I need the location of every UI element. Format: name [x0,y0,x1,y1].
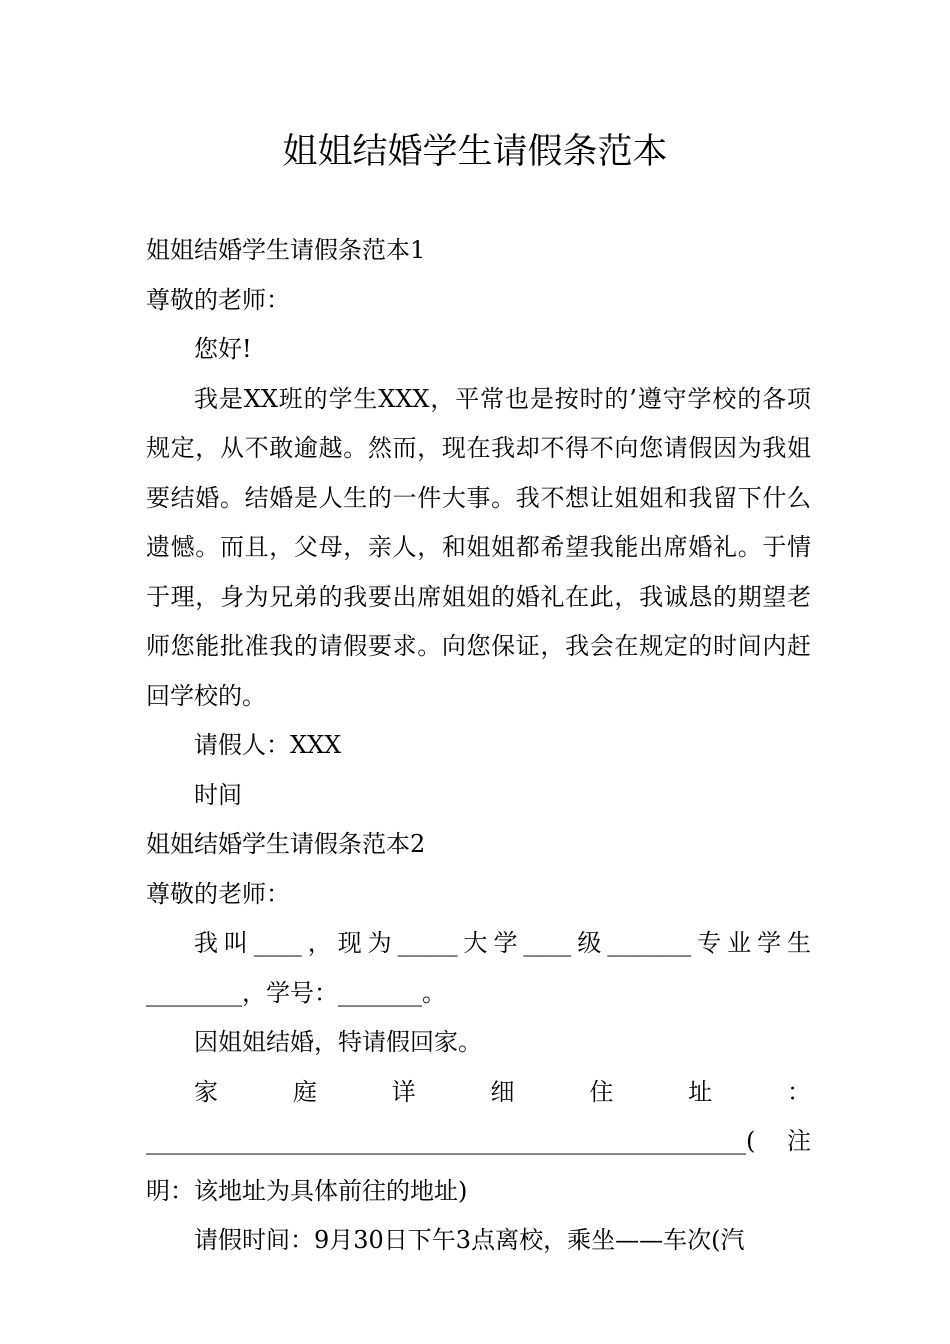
paragraph: 家庭详细住址：__________________________________________________(注明：该地址为具体前往的地址) [146,1077,811,1205]
document-body [146,226,811,1266]
paragraph: 我叫____，现为_____大学____级_______专业学生________，学号：_______。 [146,929,811,1007]
paragraph: 因姐姐结婚，特请假回家。 [194,1028,482,1056]
paragraph: 您好! [194,335,252,363]
document-title: 姐姐结婚学生请假条范本 [282,132,668,172]
paragraph: 尊敬的老师： [146,879,290,908]
paragraph: 我是XX班的学生XXX，平常也是按时的’遵守学校的各项规定，从不敢逾越。然而，现在我却不得不向您请假因为我姐要结婚。结婚是人生的一件大事。我不想让姐姐和我留下什么遗憾。而且，父母，亲人，和姐姐都希望我能出席婚礼。于情于理，身为兄弟的我要出席姐姐的婚礼在此，我诚恳的期望老师您能批准我的请假要求。向您保证，我会在规定的时间内赶回学校的。 [146,384,811,710]
paragraph: 尊敬的老师： [146,285,290,314]
paragraph: 姐姐结婚学生请假条范本1 [146,236,426,264]
paragraph: 时间 [194,780,242,809]
paragraph: 请假人：XXX [194,731,342,759]
paragraph: 请假时间：9月30日下午3点离校，乘坐——车次(汽 [194,1226,745,1254]
paragraph: 姐姐结婚学生请假条范本2 [146,830,426,858]
